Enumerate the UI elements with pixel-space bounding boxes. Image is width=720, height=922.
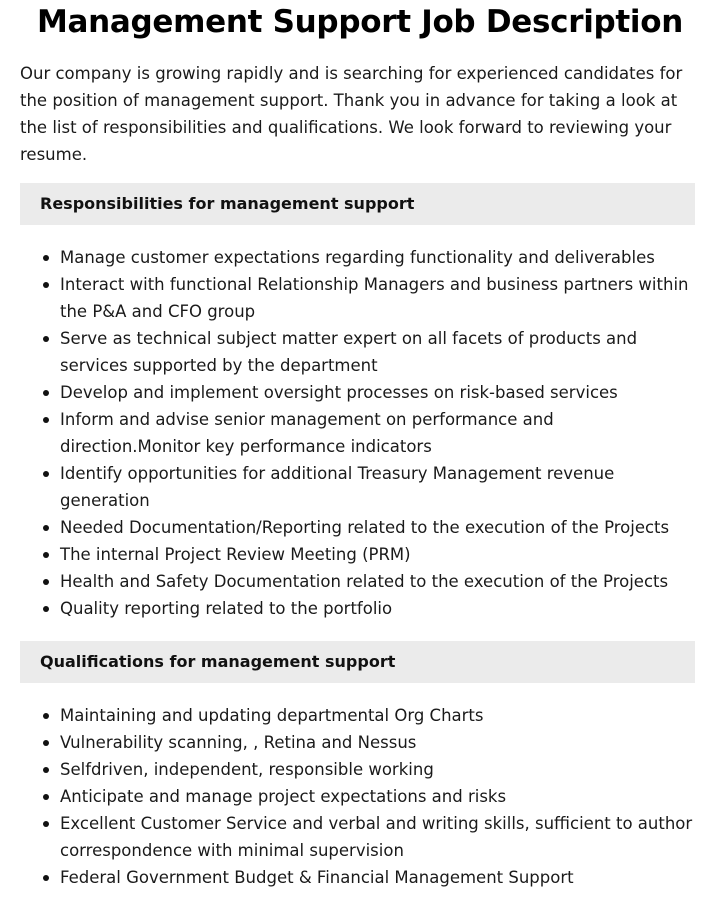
qualification-item	[60, 702, 696, 729]
qualification-text: Vulnerability scanning, , Retina and Nessus	[60, 733, 417, 752]
bullet-icon	[43, 390, 49, 396]
qualifications-list	[20, 702, 696, 891]
responsibility-item	[60, 271, 696, 325]
bullet-icon	[43, 713, 49, 719]
intro-paragraph: Our company is growing rapidly and is searching for experienced candidates for the position of management support. Thank you in advance for taking a look at the list of responsibilities and qualifications. We look forward to reviewing your resume.	[20, 64, 683, 164]
qualification-item	[60, 783, 696, 810]
bullet-icon	[43, 767, 49, 773]
responsibility-item	[60, 595, 696, 622]
qualification-item	[60, 864, 696, 891]
responsibility-text: Quality reporting related to the portfolio	[60, 599, 393, 618]
responsibility-text: Inform and advise senior management on performance and direction.Monitor key performance indicators	[60, 410, 554, 456]
responsibility-item	[60, 325, 696, 379]
bullet-icon	[43, 579, 49, 585]
qualification-item	[60, 810, 696, 864]
bullet-icon	[43, 525, 49, 531]
responsibility-item	[60, 244, 696, 271]
bullet-icon	[43, 417, 49, 423]
qualification-item	[60, 729, 696, 756]
responsibility-text: Interact with functional Relationship Managers and business partners within the P&A and CFO group	[60, 275, 689, 321]
qualification-text: Anticipate and manage project expectations and risks	[60, 787, 507, 806]
responsibility-text: Identify opportunities for additional Treasury Management revenue generation	[60, 464, 615, 510]
qualification-item	[60, 756, 696, 783]
bullet-icon	[43, 471, 49, 477]
responsibility-item	[60, 514, 696, 541]
bullet-icon	[43, 552, 49, 558]
qualification-text: Maintaining and updating departmental Org Charts	[60, 706, 484, 725]
bullet-icon	[43, 336, 49, 342]
responsibility-item	[60, 406, 696, 460]
responsibility-text: The internal Project Review Meeting (PRM)	[60, 545, 411, 564]
responsibility-text: Health and Safety Documentation related to the execution of the Projects	[60, 572, 669, 591]
responsibility-text: Serve as technical subject matter expert on all facets of products and services supported by the department	[60, 329, 638, 375]
bullet-icon	[43, 740, 49, 746]
responsibility-text: Develop and implement oversight processes on risk-based services	[60, 383, 618, 402]
bullet-icon	[43, 606, 49, 612]
responsibility-item	[60, 541, 696, 568]
qualification-text: Selfdriven, independent, responsible working	[60, 760, 434, 779]
qualification-text: Excellent Customer Service and verbal and writing skills, sufficient to author correspondence with minimal supervision	[60, 814, 693, 860]
responsibility-item	[60, 379, 696, 406]
bullet-icon	[43, 255, 49, 261]
qualifications-heading: Qualifications for management support	[20, 641, 695, 683]
bullet-icon	[43, 282, 49, 288]
bullet-icon	[43, 821, 49, 827]
bullet-icon	[43, 875, 49, 881]
qualification-text: Federal Government Budget & Financial Management Support	[60, 868, 574, 887]
page-title: Management Support Job Description	[36, 4, 684, 40]
bullet-icon	[43, 794, 49, 800]
responsibility-text: Needed Documentation/Reporting related to the execution of the Projects	[60, 518, 670, 537]
responsibilities-heading: Responsibilities for management support	[20, 183, 695, 225]
responsibility-item	[60, 568, 696, 595]
responsibilities-list	[20, 244, 696, 622]
responsibility-text: Manage customer expectations regarding functionality and deliverables	[60, 248, 655, 267]
responsibility-item	[60, 460, 696, 514]
